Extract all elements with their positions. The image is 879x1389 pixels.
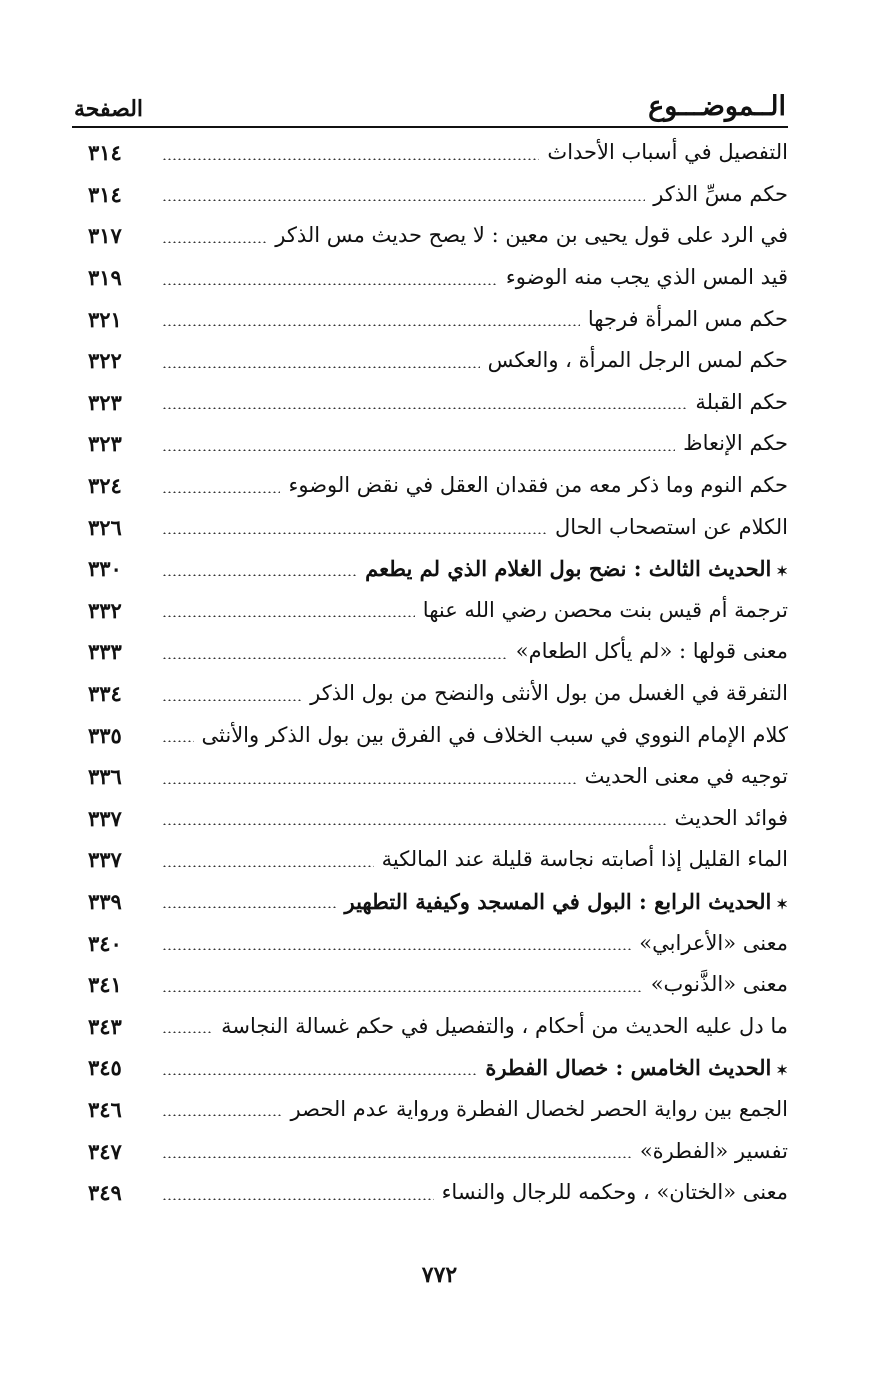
toc-entry bbox=[72, 1130, 788, 1172]
dot-leader bbox=[162, 823, 666, 825]
toc-entry-page: ٣٤٠ bbox=[88, 930, 122, 956]
toc-entry-title: حكم النوم وما ذكر معه من فقدان العقل في نقض الوضوء bbox=[288, 473, 788, 498]
dot-leader bbox=[162, 241, 267, 243]
toc-entry bbox=[72, 1005, 788, 1047]
dot-leader bbox=[162, 158, 539, 160]
toc-entry bbox=[72, 714, 788, 756]
toc-entry-title: توجيه في معنى الحديث bbox=[584, 764, 788, 789]
toc-entry-title: معنى «الختان» ، وحكمه للرجال والنساء bbox=[441, 1180, 788, 1205]
toc-entry bbox=[72, 881, 788, 923]
toc-entry bbox=[72, 922, 788, 964]
toc-entry-title: حكم مسِّ الذكر bbox=[653, 181, 788, 206]
dot-leader bbox=[162, 366, 480, 368]
toc-entry bbox=[72, 298, 788, 340]
subject-column-title: الــموضـــوع bbox=[648, 91, 786, 122]
toc-entry bbox=[72, 673, 788, 715]
toc-entry-page: ٣٤٩ bbox=[88, 1180, 122, 1206]
toc-entry-title: الجمع بين رواية الحصر لخصال الفطرة ورواية عدم الحصر bbox=[290, 1096, 788, 1121]
dot-leader bbox=[162, 491, 280, 493]
toc-hadith-heading: ✶ الحديث الخامس : خصال الفطرة bbox=[485, 1057, 788, 1078]
toc-entry-page: ٣٢٣ bbox=[88, 389, 122, 415]
toc-entry-title: فوائد الحديث bbox=[674, 805, 788, 830]
toc-entry-page: ٣٣٩ bbox=[88, 888, 122, 914]
dot-leader bbox=[162, 990, 643, 992]
toc-entry-title: قيد المس الذي يجب منه الوضوء bbox=[505, 265, 788, 290]
toc-entry-title: ما دل عليه الحديث من أحكام ، والتفصيل في حكم غسالة النجاسة bbox=[221, 1013, 788, 1038]
toc-entry bbox=[72, 132, 788, 174]
dot-leader bbox=[162, 699, 302, 701]
page-number: ٧٧٢ bbox=[421, 1262, 458, 1288]
toc-entry bbox=[72, 1047, 788, 1089]
toc-entry-title: التفصيل في أسباب الأحداث bbox=[547, 140, 788, 165]
toc-entry-title: كلام الإمام النووي في سبب الخلاف في الفرق بين بول الذكر والأنثى bbox=[201, 722, 788, 747]
toc-entry-page: ٣٤٦ bbox=[88, 1096, 122, 1122]
toc-entry bbox=[72, 839, 788, 881]
toc-entry bbox=[72, 756, 788, 798]
dot-leader bbox=[162, 1114, 283, 1116]
toc-entry-page: ٣٣٢ bbox=[88, 597, 122, 623]
toc-entry-page: ٣٢٣ bbox=[88, 431, 122, 457]
toc-entry-page: ٣٤٧ bbox=[88, 1138, 122, 1164]
toc-entry-page: ٣٣٥ bbox=[88, 722, 122, 748]
toc-entry-page: ٣٤٣ bbox=[88, 1013, 122, 1039]
dot-leader bbox=[162, 906, 337, 908]
toc-entry-page: ٣٣٧ bbox=[88, 847, 122, 873]
toc-entry-page: ٣٤١ bbox=[88, 972, 122, 998]
dot-leader bbox=[162, 740, 194, 742]
toc-entry bbox=[72, 964, 788, 1006]
toc-entry bbox=[72, 1172, 788, 1214]
toc-entry-page: ٣١٤ bbox=[88, 140, 122, 166]
toc-entry-title: حكم الإنعاظ bbox=[683, 431, 788, 456]
toc-entry-page: ٣٢٤ bbox=[88, 473, 122, 499]
toc-entry bbox=[72, 798, 788, 840]
toc-entry-page: ٣٢٢ bbox=[88, 348, 122, 374]
toc-entry-page: ٣٢٦ bbox=[88, 514, 122, 540]
toc-hadith-heading: ✶ الحديث الثالث : نضح بول الغلام الذي لم يطعم bbox=[365, 558, 788, 579]
toc-entry bbox=[72, 174, 788, 216]
toc-entry bbox=[72, 506, 788, 548]
toc-entry-title: الكلام عن استصحاب الحال bbox=[554, 514, 788, 539]
toc-entry-title: حكم لمس الرجل المرأة ، والعكس bbox=[487, 348, 788, 373]
toc-entry-title: تفسير «الفطرة» bbox=[639, 1138, 788, 1163]
toc-entry-page: ٣٣٤ bbox=[88, 681, 122, 707]
toc-entries bbox=[72, 132, 788, 1213]
dot-leader bbox=[162, 948, 631, 950]
dot-leader bbox=[162, 199, 645, 201]
dot-leader bbox=[162, 449, 675, 451]
dot-leader bbox=[162, 865, 374, 867]
toc-entry-title: حكم مس المرأة فرجها bbox=[587, 306, 788, 331]
dot-leader bbox=[162, 283, 498, 285]
dot-leader bbox=[162, 615, 415, 617]
toc-entry-page: ٣١٧ bbox=[88, 223, 122, 249]
dot-leader bbox=[162, 407, 687, 409]
toc-header bbox=[72, 84, 788, 128]
toc-entry-page: ٣٤٥ bbox=[88, 1055, 122, 1081]
toc-entry-title: معنى «الذَّنوب» bbox=[650, 972, 788, 997]
toc-hadith-heading: ✶ الحديث الرابع : البول في المسجد وكيفية التطهير bbox=[345, 891, 789, 912]
toc-entry-page: ٣٣٣ bbox=[88, 639, 122, 665]
toc-entry bbox=[72, 465, 788, 507]
toc-entry-page: ٣٣٧ bbox=[88, 805, 122, 831]
toc-entry-title: معنى قولها : «لم يأكل الطعام» bbox=[515, 639, 788, 664]
toc-entry bbox=[72, 215, 788, 257]
dot-leader bbox=[162, 1198, 434, 1200]
toc-entry bbox=[72, 423, 788, 465]
toc-entry-page: ٣٣٦ bbox=[88, 764, 122, 790]
dot-leader bbox=[162, 782, 577, 784]
toc-entry-title: حكم القبلة bbox=[695, 389, 788, 414]
toc-entry bbox=[72, 382, 788, 424]
dot-leader bbox=[162, 324, 580, 326]
toc-entry-title: الماء القليل إذا أصابته نجاسة قليلة عند المالكية bbox=[381, 847, 788, 872]
toc-entry bbox=[72, 631, 788, 673]
toc-entry bbox=[72, 257, 788, 299]
toc-entry bbox=[72, 548, 788, 590]
toc-entry-title: ترجمة أم قيس بنت محصن رضي الله عنها bbox=[422, 597, 788, 622]
toc-entry bbox=[72, 340, 788, 382]
toc-entry-page: ٣٣٠ bbox=[88, 556, 122, 582]
dot-leader bbox=[162, 1156, 632, 1158]
toc-entry-page: ٣١٤ bbox=[88, 181, 122, 207]
toc-entry bbox=[72, 590, 788, 632]
dot-leader bbox=[162, 574, 357, 576]
toc-entry-title: معنى «الأعرابي» bbox=[639, 930, 788, 955]
toc-entry bbox=[72, 1089, 788, 1131]
toc-entry-title: التفرقة في الغسل من بول الأنثى والنضح من بول الذكر bbox=[310, 681, 788, 706]
dot-leader bbox=[162, 657, 508, 659]
dot-leader bbox=[162, 1073, 477, 1075]
toc-entry-title: في الرد على قول يحيى بن معين : لا يصح حديث مس الذكر bbox=[275, 223, 788, 248]
page-column-title: الصفحة bbox=[74, 96, 144, 122]
toc-entry-page: ٣١٩ bbox=[88, 265, 122, 291]
toc-page bbox=[72, 84, 788, 1213]
dot-leader bbox=[162, 532, 547, 534]
toc-entry-page: ٣٢١ bbox=[88, 306, 122, 332]
dot-leader bbox=[162, 1031, 213, 1033]
